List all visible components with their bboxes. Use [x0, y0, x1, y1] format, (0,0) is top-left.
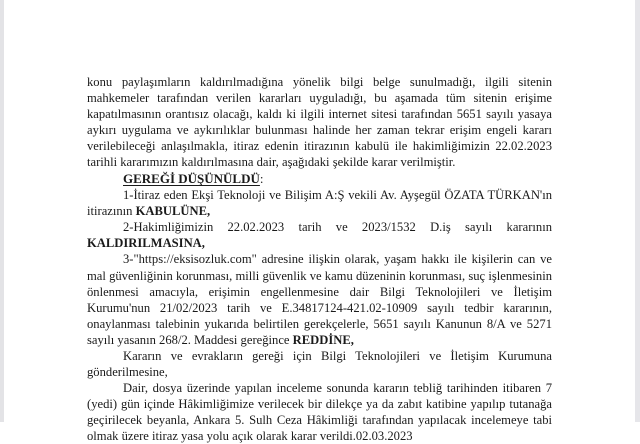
right-page-edge — [635, 0, 640, 422]
item-1-verdict: KABULÜNE, — [135, 204, 211, 219]
decision-heading — [123, 170, 552, 187]
court-decision-document — [87, 74, 552, 444]
left-page-edge — [0, 0, 4, 422]
decision-item-3 — [87, 251, 552, 347]
item-2-verdict: KALDIRILMASINA, — [87, 236, 205, 251]
intro-paragraph: konu paylaşımların kaldırılmadığına yönelik bilgi belge sunulmadığı, ilgili sitenin mahkemeler tarafından verilen kararları uyguladığı, bu aşamada tüm sitenin erişime kapatılmasının orantısız olacağı, kaldı ki ilgili internet sitesi tarafından 5651 sayılı yasaya aykırı uygulama ve aykırılıklar bulunması halinde her zaman tekrar erişim engeli kararı verilebileceği anlaşılmakla, itiraz edenin itirazının kabulü ile hakimliğimizin 22.02.2023 tarihli kararımızın kaldırılmasına dair, aşağıdaki şekilde karar verilmiştir. — [87, 75, 552, 170]
final-paragraph: Dair, dosya üzerinde yapılan inceleme sonunda kararın tebliğ tarihinden itibaren 7 (yedi) gün içinde Hâkimliğimize verilecek bir dilekçe ya da zabıt katibine yapılıp tutanağa geçirilecek beyanla, Ankara 5. Sulh Ceza Hâkimliği tarafından yapılacak incelemeye tabi olmak üzere itiraz yasa yolu açık olarak karar verildi.02.03.2023 — [87, 380, 552, 443]
heading-colon: : — [259, 171, 264, 187]
decision-item-2 — [87, 219, 552, 251]
item-3-text: 3-"https://eksisozluk.com" adresine ilişkin olarak, yaşam hakkı ile kişilerin can ve mal güvenliğinin korunması, milli güvenlik ve kamu düzeninin korunması, suç işlenmesinin önlenmesi amacıyla, erişimin engellenmesine dair Bilgi Teknolojileri ve İletişim Kurumu'nun 21/02/2023 tarih ve E.34817124-421.02-10909 sayılı tedbir kararının, onaylanması talebinin yukarıda belirtilen gerekçelerle, 5651 sayılı Kanunun 8/A ve 5271 sayılı yasanın 268/2. Maddesi gereğince — [87, 252, 552, 347]
item-2-text: 2-Hakimliğimizin 22.02.2023 tarih ve 2023/1532 D.iş sayılı kararının — [123, 220, 552, 235]
item-3-verdict: REDDİNE, — [292, 332, 354, 347]
send-paragraph: Kararın ve evrakların gereği için Bilgi Teknolojileri ve İletişim Kurumuna gönderilmesine, — [87, 348, 552, 379]
heading-text: GEREĞİ DÜŞÜNÜLDÜ — [123, 171, 260, 187]
decision-item-1 — [87, 187, 552, 219]
item-1-text: 1-İtiraz eden Ekşi Teknoloji ve Bilişim A:Ş vekili Av. Ayşegül ÖZATA TÜRKAN'ın itirazının — [87, 188, 552, 219]
